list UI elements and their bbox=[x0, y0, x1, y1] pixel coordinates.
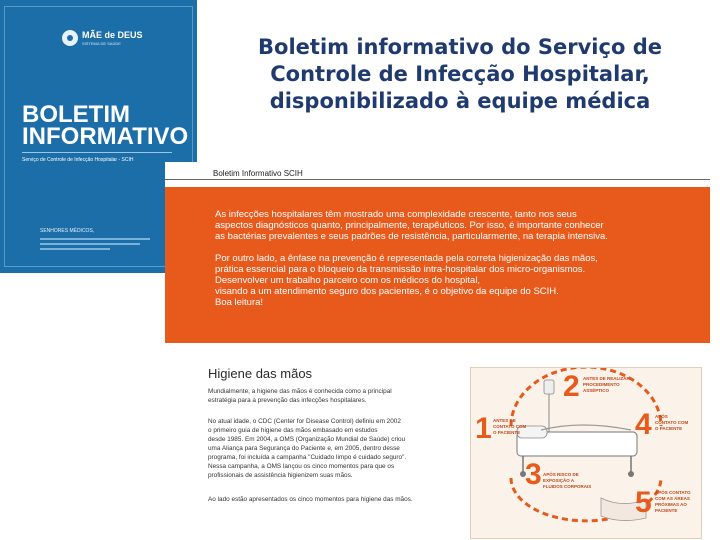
step-number: 1 bbox=[475, 412, 492, 445]
body-line: desde 1985. Em 2004, a OMS (Organização Mundial de Saúde) criou bbox=[208, 436, 406, 443]
banner-line: Desenvolver um trabalho parceiro com os médicos do hospital, bbox=[215, 275, 481, 286]
step-label-line: PACIENTE bbox=[655, 508, 678, 513]
cover-subtitle: Serviço de Controle de Infecção Hospitalar - SCIH bbox=[22, 157, 134, 163]
cover-text-line bbox=[40, 248, 110, 250]
cover-divider bbox=[22, 152, 172, 153]
step-number: 2 bbox=[563, 370, 580, 403]
step-label-line: O PACIENTE bbox=[493, 430, 521, 435]
slide-title-line: Boletim informativo do Serviço de bbox=[258, 35, 662, 59]
banner-line: aspectos diagnósticos quanto, principalmente, terapêuticos. Por isso, é importante conhecer bbox=[215, 220, 604, 231]
cover-title bbox=[22, 101, 189, 150]
step-label-line: EXPOSIÇÃO A bbox=[543, 478, 575, 483]
step-label-line: FLUIDOS CORPORAIS bbox=[543, 484, 592, 489]
hospital-logo bbox=[62, 28, 142, 50]
step-label-line: PROCEDIMENTO bbox=[583, 382, 620, 387]
banner-line: visando a um atendimento seguro dos pacientes, é o objetivo da equipe do SCIH. bbox=[215, 286, 559, 297]
body-line: uma Aliança para Segurança do Paciente e, em 2005, dentro desse bbox=[208, 445, 400, 452]
step-label-line: APÓS CONTATO bbox=[655, 490, 691, 495]
step-label-line: CONTATO COM bbox=[493, 424, 527, 429]
page-header: Boletim Informativo SCIH bbox=[213, 169, 303, 178]
step-label-line: ANTES DE bbox=[493, 418, 516, 423]
body-line: programa, foi incluída a campanha "Cuidado limpo é cuidado seguro". bbox=[208, 454, 407, 461]
step-label-line: CONTATO COM bbox=[655, 420, 689, 425]
body-line: Mundialmente, a higiene das mãos é conhecida como a principal bbox=[208, 388, 392, 395]
step-label-line: ASSÉPTICO bbox=[583, 388, 610, 393]
intro-banner bbox=[165, 187, 710, 343]
header-divider bbox=[165, 179, 710, 180]
cover-text-line bbox=[40, 238, 150, 240]
step-label-line: ANTES DE REALIZAR bbox=[583, 376, 630, 381]
banner-line: as bactérias prevalentes e seus padrões de resistência, particularmente, na terapia intensiva. bbox=[215, 231, 608, 242]
step-label-line: O PACIENTE bbox=[655, 426, 683, 431]
slide-title-line: Controle de Infecção Hospitalar, bbox=[270, 62, 650, 86]
body-line: Nessa campanha, a OMS lançou os cinco momentos para que os bbox=[208, 463, 395, 470]
body-line: No atual idade, o CDC (Center for Disease Control) definiu em 2002 bbox=[208, 418, 401, 425]
banner-line: Boa leitura! bbox=[215, 297, 264, 308]
step-label-line: APÓS bbox=[655, 414, 668, 419]
cover-title-line: INFORMATIVO bbox=[22, 123, 189, 150]
cover-text-line bbox=[40, 243, 140, 245]
logo-subtitle: SISTEMA DE SAÚDE bbox=[82, 41, 121, 46]
step-label-line: PRÓXIMAS AO bbox=[655, 502, 687, 507]
cover-title-line: BOLETIM bbox=[22, 101, 130, 128]
banner-line: Por outro lado, a ênfase na prevenção é representada pela correta higienização das mãos, bbox=[215, 253, 598, 264]
banner-line: As infecções hospitalares têm mostrado uma complexidade crescente, tanto nos seus bbox=[215, 209, 577, 220]
slide-title-line: disponibilizado à equipe médica bbox=[269, 89, 651, 113]
banner-line: prática essencial para o bloqueio da transmissão intra-hospitalar dos micro-organismos. bbox=[215, 264, 586, 275]
logo-icon bbox=[62, 30, 78, 46]
body-line: Ao lado estão apresentados os cinco momentos para higiene das mãos. bbox=[208, 496, 413, 503]
body-line: estratégia para a prevenção das infecções hospitalares. bbox=[208, 397, 367, 404]
step-label-line: COM AS ÁREAS bbox=[655, 496, 690, 501]
section-title: Higiene das mãos bbox=[208, 366, 313, 381]
step-number: 4 bbox=[635, 408, 652, 441]
step-number: 3 bbox=[525, 458, 542, 491]
step-number: 5 bbox=[635, 486, 652, 519]
five-moments-figure bbox=[470, 367, 702, 539]
body-line: profissionais de assistência higienizem suas mãos. bbox=[208, 472, 353, 479]
step-label-line: APÓS RISCO DE bbox=[543, 472, 579, 477]
body-line: o primeiro guia de higiene das mãos embasado em estudos bbox=[208, 427, 378, 434]
slide-title bbox=[205, 34, 715, 115]
bulletin-page bbox=[165, 162, 710, 540]
cover-audience: SENHORES MÉDICOS, bbox=[40, 228, 95, 234]
logo-name: MÃE de DEUS bbox=[82, 30, 143, 40]
